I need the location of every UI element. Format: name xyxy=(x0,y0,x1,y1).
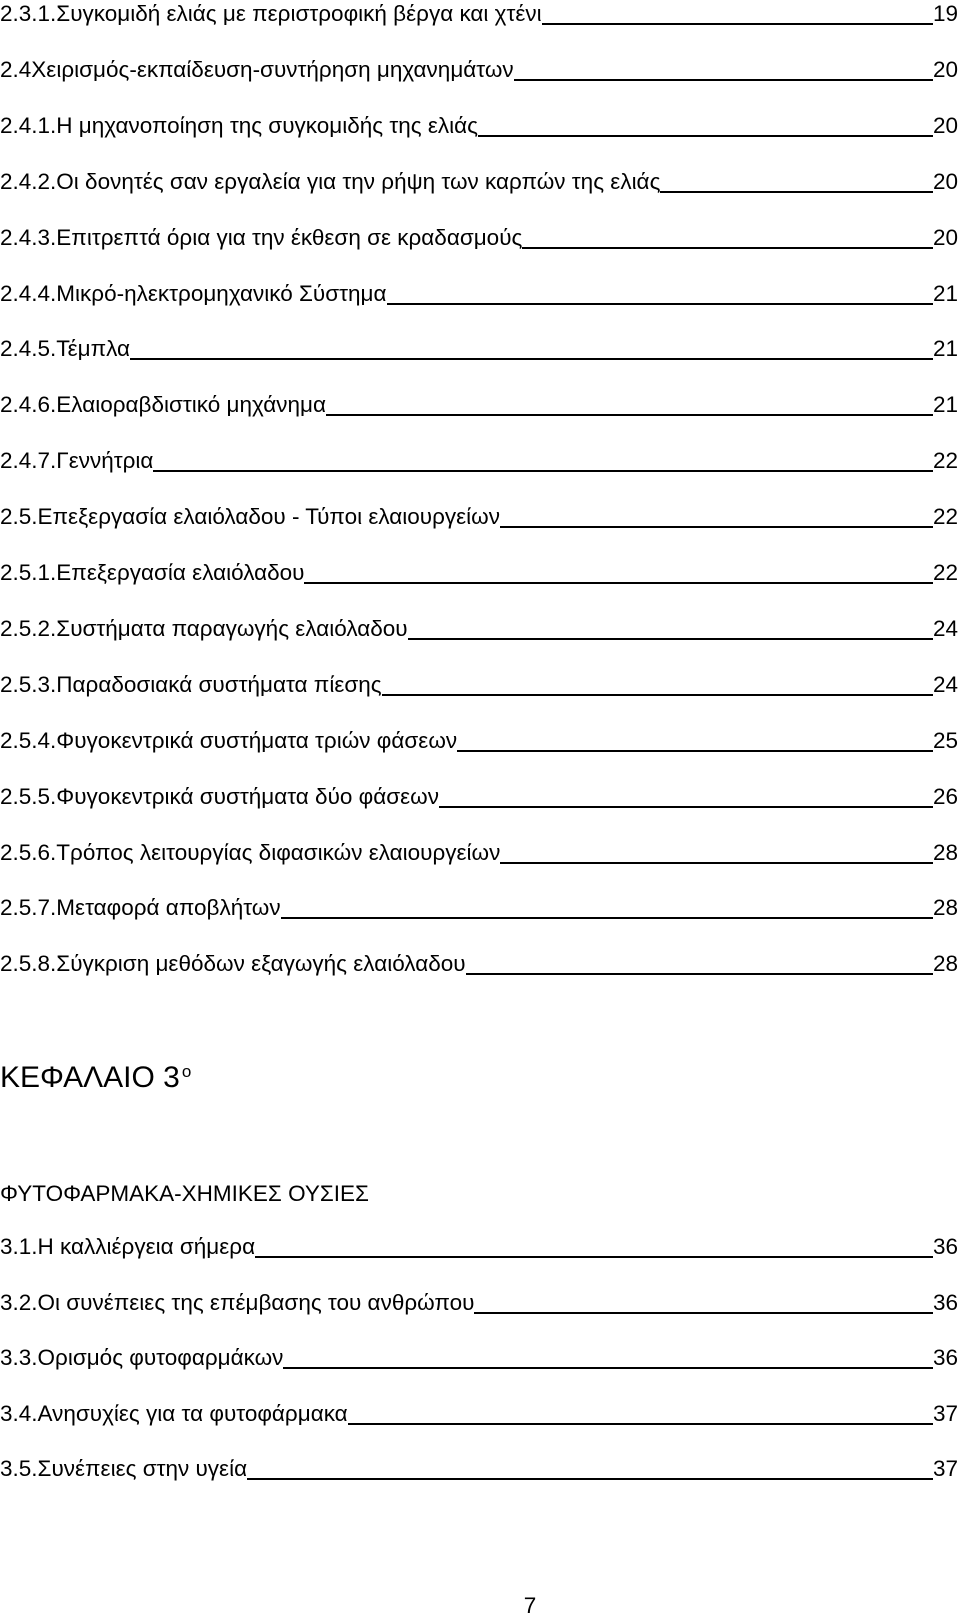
toc-entry-page: 21 xyxy=(932,280,958,306)
toc-entry-title: Η μηχανοποίηση της συγκομιδής της ελιάς xyxy=(56,112,478,138)
toc-entry-number: 2.4.4. xyxy=(0,280,57,306)
toc-entry-page: 19 xyxy=(932,1,958,26)
toc-entry-title: Παραδοσιακά συστήματα πίεσης xyxy=(56,671,382,697)
toc-entry xyxy=(0,1281,958,1317)
toc-entry-page: 37 xyxy=(932,1400,958,1426)
toc-leader-line xyxy=(348,1423,933,1425)
toc-leader-line xyxy=(130,358,933,360)
toc-entry-number: 2.4.2. xyxy=(0,168,57,194)
toc-entry xyxy=(0,719,958,755)
toc-entry-title: Φυγοκεντρικά συστήματα δύο φάσεων xyxy=(56,783,439,809)
toc-leader-line xyxy=(466,973,933,975)
toc-entry-number: 3.4. xyxy=(0,1400,38,1426)
toc-entry-number: 2.5.1. xyxy=(0,560,57,585)
toc-entry-page: 24 xyxy=(932,615,958,641)
toc-leader-line xyxy=(153,470,933,472)
toc-entry xyxy=(0,1447,958,1483)
toc-entry-number: 2.5.7. xyxy=(0,895,57,921)
toc-entry xyxy=(0,48,958,84)
toc-entry xyxy=(0,775,958,811)
toc-entry-title: Φυγοκεντρικά συστήματα τριών φάσεων xyxy=(56,727,458,753)
toc-leader-line xyxy=(500,526,933,528)
toc-entry-page: 21 xyxy=(932,392,958,418)
toc-entry-title: Οι συνέπειες της επέμβασης του ανθρώπου xyxy=(37,1289,475,1315)
toc-entry-page: 22 xyxy=(932,504,958,530)
toc-entry xyxy=(0,216,958,252)
toc-entry xyxy=(0,160,958,196)
toc-entry-title: Τρόπος λειτουργίας διφασικών ελαιουργείων xyxy=(56,839,501,865)
toc-entry-page: 37 xyxy=(932,1456,958,1481)
toc-entry-number: 2.4.3. xyxy=(0,224,57,250)
toc-entry xyxy=(0,886,958,922)
toc-entry-page: 20 xyxy=(932,56,958,82)
toc-entry-title: Ελαιοραβδιστικό μηχάνημα xyxy=(56,392,326,418)
toc-entry-title: Επεξεργασία ελαιόλαδου xyxy=(56,560,305,585)
toc-entry-number: 3.3. xyxy=(0,1345,38,1370)
toc-leader-line xyxy=(439,806,933,808)
toc-entry-page: 22 xyxy=(932,560,958,585)
toc-entry-page: 36 xyxy=(932,1345,958,1370)
toc-leader-line xyxy=(387,303,933,305)
toc-entry-number: 2.5.8. xyxy=(0,951,57,977)
toc-entry xyxy=(0,831,958,867)
chapter-title xyxy=(0,1060,191,1096)
toc-entry-number: 2.4.1. xyxy=(0,112,57,138)
toc-entry-number: 2.3.1. xyxy=(0,1,57,26)
toc-entry-page: 20 xyxy=(932,168,958,194)
toc-entry xyxy=(0,607,958,643)
toc-entry-title: Μεταφορά αποβλήτων xyxy=(56,895,281,921)
toc-entry xyxy=(0,1225,958,1261)
toc-leader-line xyxy=(281,917,933,919)
toc-entry-title: Ανησυχίες για τα φυτοφάρμακα xyxy=(37,1400,348,1426)
toc-entry-number: 2.4 xyxy=(0,56,32,82)
toc-entry-page: 28 xyxy=(932,951,958,977)
toc-leader-line xyxy=(255,1256,933,1258)
toc-leader-line xyxy=(514,79,933,81)
toc-entry xyxy=(0,439,958,475)
toc-entry-page: 20 xyxy=(932,112,958,138)
toc-entry xyxy=(0,0,958,28)
toc-entry-title: Συγκομιδή ελιάς με περιστροφική βέργα και χτένι xyxy=(56,1,542,26)
toc-entry-title: Χειρισμός-εκπαίδευση-συντήρηση μηχανημάτων xyxy=(31,56,514,82)
toc-entry-number: 2.4.5. xyxy=(0,336,57,362)
toc-entry xyxy=(0,551,958,587)
toc-entry-page: 24 xyxy=(932,671,958,697)
toc-leader-line xyxy=(500,862,933,864)
toc-entry-title: Μικρό-ηλεκτρομηχανικό Σύστημα xyxy=(56,280,387,306)
chapter-ordinal-superscript: ο xyxy=(181,1062,192,1081)
toc-entry xyxy=(0,495,958,531)
toc-leader-line xyxy=(283,1367,933,1369)
toc-entry-page: 22 xyxy=(932,448,958,474)
toc-entry-title: Επεξεργασία ελαιόλαδου - Τύποι ελαιουργείων xyxy=(37,504,501,530)
toc-leader-line xyxy=(382,694,933,696)
toc-entry-page: 26 xyxy=(932,783,958,809)
toc-entry-page: 25 xyxy=(932,727,958,753)
toc-entry-page: 21 xyxy=(932,336,958,362)
toc-entry-title: Τέμπλα xyxy=(56,336,131,362)
toc-entry-number: 3.2. xyxy=(0,1289,38,1315)
toc-entry-title: Συνέπειες στην υγεία xyxy=(37,1456,248,1481)
toc-entry-title: Οι δονητές σαν εργαλεία για την ρήψη των καρπών της ελιάς xyxy=(56,168,661,194)
toc-entry xyxy=(0,1336,958,1372)
toc-entry xyxy=(0,272,958,308)
toc-entry-number: 3.1. xyxy=(0,1234,38,1259)
toc-leader-line xyxy=(522,247,933,249)
toc-entry-number: 2.5.3. xyxy=(0,671,57,697)
toc-entry-number: 2.5.6. xyxy=(0,839,57,865)
toc-entry-number: 2.5.4. xyxy=(0,727,57,753)
toc-entry-number: 3.5. xyxy=(0,1456,38,1481)
toc-entry xyxy=(0,1392,958,1428)
toc-entry xyxy=(0,383,958,419)
chapter-title-text: ΚΕΦΑΛΑΙΟ 3 xyxy=(0,1061,180,1094)
toc-entry-title: Επιτρεπτά όρια για την έκθεση σε κραδασμούς xyxy=(56,224,523,250)
toc-entry-page: 28 xyxy=(932,839,958,865)
page-number: 7 xyxy=(523,1593,537,1618)
toc-leader-line xyxy=(660,191,933,193)
toc-entry xyxy=(0,104,958,140)
toc-leader-line xyxy=(478,135,933,137)
toc-entry xyxy=(0,942,958,978)
toc-entry xyxy=(0,327,958,363)
toc-leader-line xyxy=(247,1478,933,1480)
toc-entry-number: 2.5.2. xyxy=(0,615,57,641)
toc-entry-page: 28 xyxy=(932,895,958,921)
toc-entry-number: 2.4.7. xyxy=(0,448,57,474)
toc-entry-title: Ορισμός φυτοφαρμάκων xyxy=(37,1345,284,1370)
toc-leader-line xyxy=(474,1312,933,1314)
toc-entry-number: 2.5.5. xyxy=(0,783,57,809)
toc-leader-line xyxy=(457,750,933,752)
toc-entry-number: 2.4.6. xyxy=(0,392,57,418)
toc-entry-page: 20 xyxy=(932,224,958,250)
toc-entry-title: Γεννήτρια xyxy=(56,448,154,474)
toc-leader-line xyxy=(542,23,933,25)
toc-entry-title: Η καλλιέργεια σήμερα xyxy=(37,1234,256,1259)
toc-entry-page: 36 xyxy=(932,1234,958,1259)
toc-entry-number: 2.5. xyxy=(0,504,38,530)
toc-entry-title: Σύγκριση μεθόδων εξαγωγής ελαιόλαδου xyxy=(56,951,466,977)
toc-leader-line xyxy=(408,638,933,640)
toc-entry-title: Συστήματα παραγωγής ελαιόλαδου xyxy=(56,615,408,641)
toc-leader-line xyxy=(326,414,933,416)
toc-leader-line xyxy=(304,582,933,584)
section-heading: ΦΥΤΟΦΑΡΜΑΚΑ-ΧΗΜΙΚΕΣ ΟΥΣΙΕΣ xyxy=(0,1181,369,1206)
toc-entry-page: 36 xyxy=(932,1289,958,1315)
toc-entry xyxy=(0,663,958,699)
